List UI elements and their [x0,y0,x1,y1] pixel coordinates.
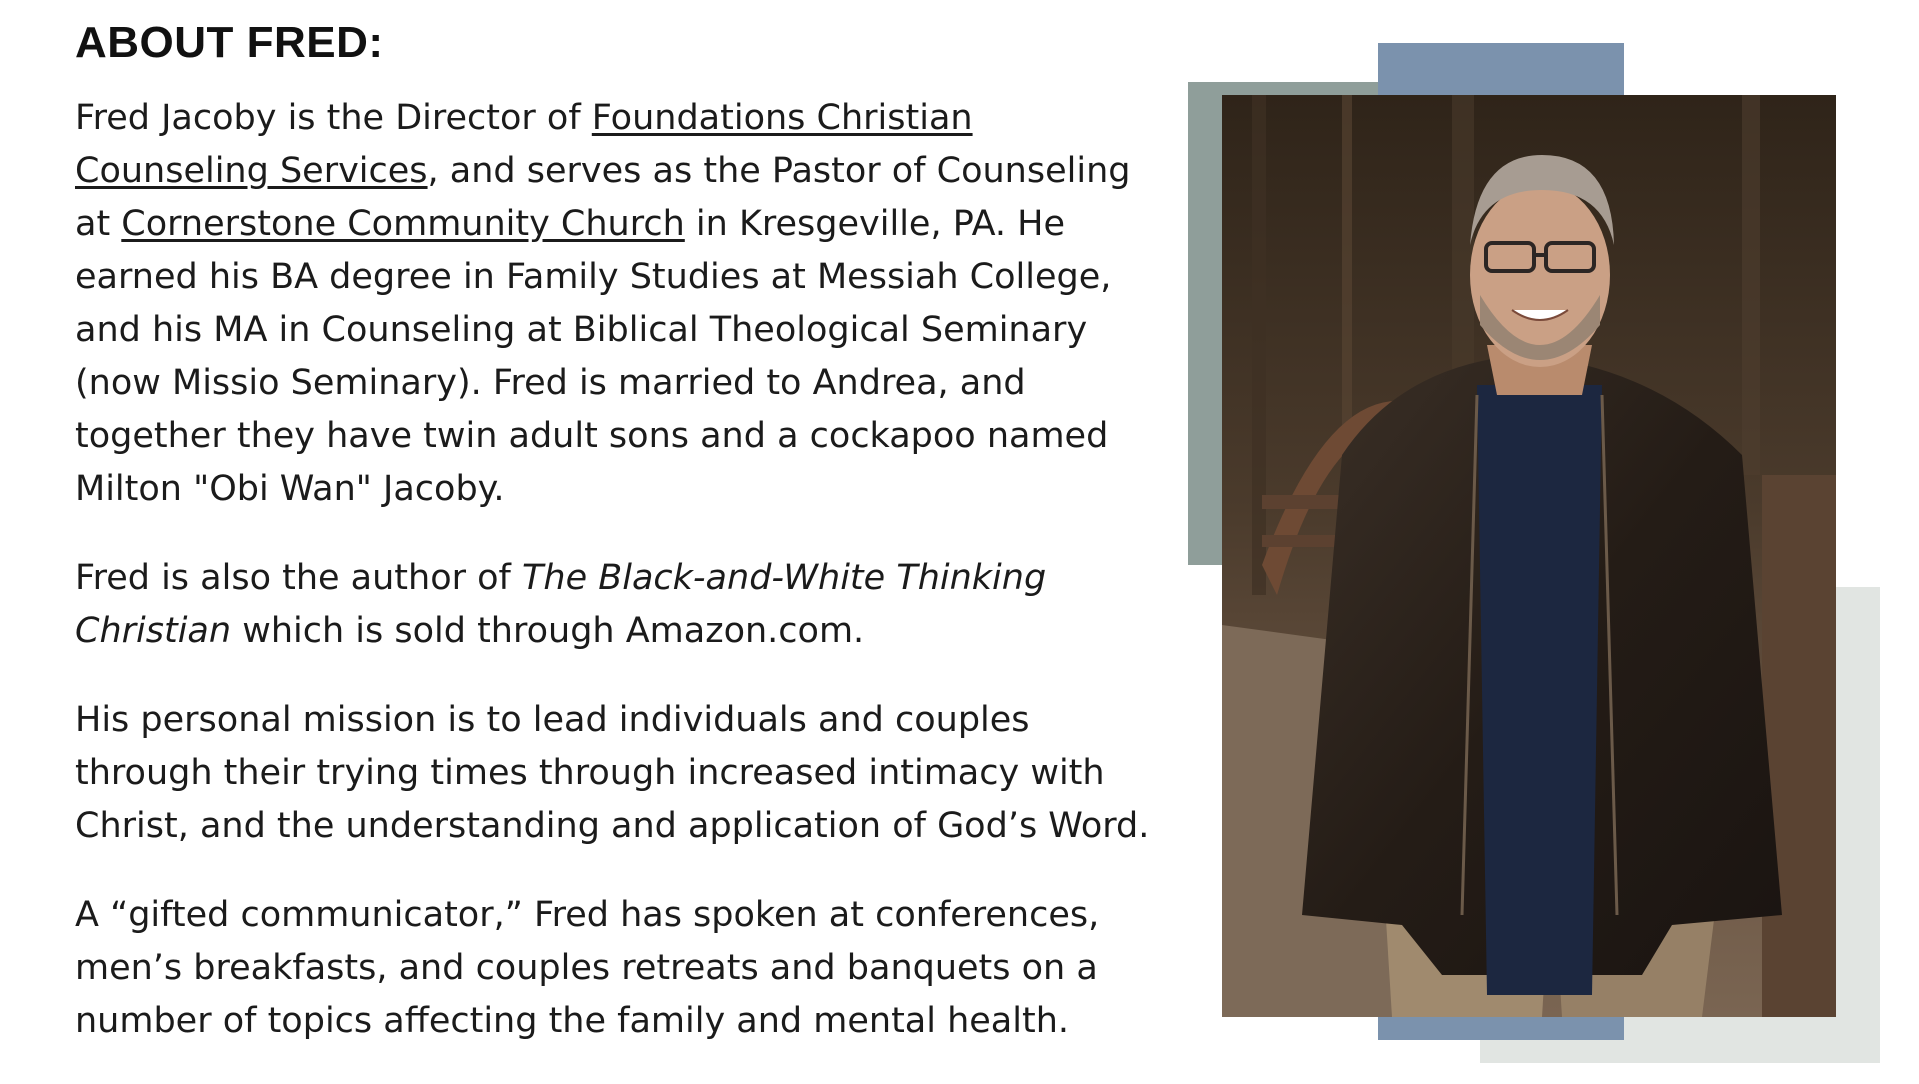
bio-text: Fred is also the author of [75,558,523,598]
bio-text: which is sold through Amazon.com. [231,611,865,651]
section-heading: ABOUT FRED: [75,18,384,67]
bio-text: , and serves as the Pastor of Counseling at [75,151,1131,244]
cornerstone-link[interactable]: Cornerstone Community Church [121,204,685,244]
bio-paragraph-3: His personal mission is to lead individuals and couples through their trying times through increased intimacy with Christ, and the understanding and application of God’s Word. [75,700,1150,846]
bio-paragraph-2 [75,552,1165,658]
book-title: The Black-and-White Thinking Christian [75,558,1047,651]
bio-text: in Kresgeville, PA. He earned his BA degree in Family Studies at Messiah College, and his MA in Counseling at Biblical Theological Seminary (now Missio Seminary). Fred is married to Andrea, and together they have twin adult sons and a cockapoo named Milton "Obi Wan" Jacoby. [75,204,1112,509]
portrait-photo [1222,95,1836,1017]
about-section [75,18,1165,1084]
bio-text: Fred Jacoby is the Director of [75,98,592,138]
bio-paragraph-4: A “gifted communicator,” Fred has spoken at conferences, men’s breakfasts, and couples retreats and banquets on a number of topics affecting the family and mental health. [75,895,1100,1041]
foundations-link[interactable]: Foundations Christian Counseling Services [75,98,973,191]
decor-block-blue-top [1378,43,1624,99]
bio-paragraph-1 [75,92,1165,516]
